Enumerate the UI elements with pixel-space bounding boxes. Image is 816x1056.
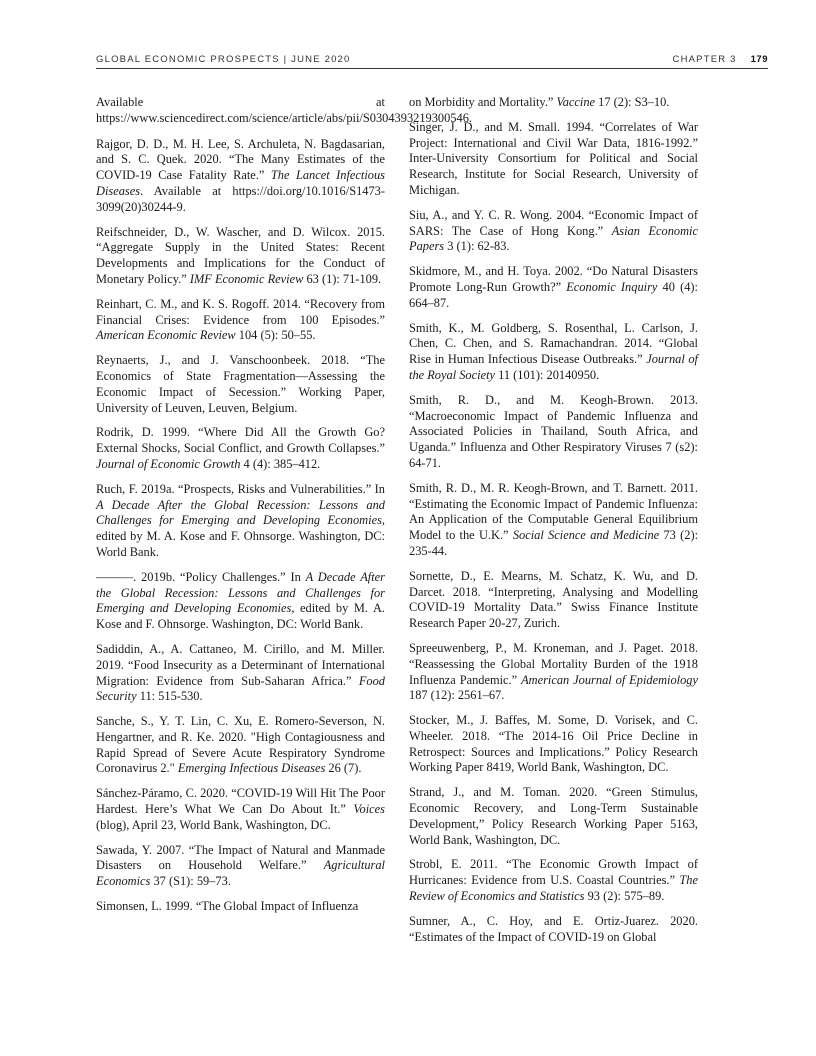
reference-italic-title: Voices [353, 802, 385, 817]
reference-text: 104 (5): 50–55. [235, 328, 316, 343]
chapter-label-group [673, 54, 768, 65]
reference-text: Simonsen, L. 1999. “The Global Impact of Influenza [96, 899, 359, 914]
reference-text: , edited by M. A. Kose and F. Ohnsorge. Washington, DC: World Bank. [96, 513, 385, 559]
reference-italic-title: Vaccine [556, 95, 596, 109]
reference-italic-title: Emerging Infectious Diseases [177, 761, 326, 776]
reference-entry [96, 714, 385, 777]
reference-entry [409, 95, 698, 111]
reference-italic-title: Social Science and Medicine [512, 528, 660, 543]
reference-italic-title: The Review of Economics and Statistics [409, 873, 698, 904]
reference-italic-title: Asian Economic Papers [409, 223, 698, 254]
reference-entry [409, 713, 698, 776]
reference-text: 93 (2): 575–89. [584, 889, 665, 904]
references-right-column [409, 95, 698, 954]
reference-text: 11 (101): 20140950. [495, 367, 600, 382]
page-number: 179 [750, 54, 768, 65]
reference-entry [409, 785, 698, 848]
reference-text: Sanche, S., Y. T. Lin, C. Xu, E. Romero-Severson, N. Hengartner, and R. Ke. 2020. "High Contagiousness and Rapid Spread of Severe Acute Respiratory Syndrome Coronavirus 2." [96, 714, 385, 776]
reference-text: Skidmore, M., and H. Toya. 2002. “Do Natural Disasters Promote Long-Run Growth?” [409, 264, 698, 294]
reference-text: ———. 2019b. “Policy Challenges.” In [96, 569, 306, 584]
reference-text: Singer, J. D., and M. Small. 1994. “Correlates of War Project: International and Civil War Data, 1816-1992.” Inter-University Consortium for Political and Social Research, Institute for Social Research, University of Michigan. [409, 119, 698, 197]
reference-entry [409, 481, 698, 560]
reference-entry [409, 857, 698, 904]
reference-entry [96, 482, 385, 561]
reference-text: Strand, J., and M. Toman. 2020. “Green Stimulus, Economic Recovery, and Long-Term Sustainable Development,” Policy Research Working Paper 5163, World Bank, Washington, DC. [409, 785, 698, 847]
reference-text: Strobl, E. 2011. “The Economic Growth Impact of Hurricanes: Evidence from U.S. Coastal Countries.” [409, 857, 698, 888]
reference-entry [96, 353, 385, 416]
reference-text: Reifschneider, D., W. Wascher, and D. Wilcox. 2015. “Aggregate Supply in the United States: Recent Developments and Implications for the Conduct of Monetary Policy.” [96, 224, 385, 286]
reference-text: Sadiddin, A., A. Cattaneo, M. Cirillo, and M. Miller. 2019. “Food Insecurity as a Determinant of International Migration: Evidence from Sub-Saharan Africa.” [96, 641, 385, 688]
reference-italic-title: American Economic Review [96, 328, 236, 343]
reference-italic-title: Food Security [96, 673, 385, 704]
reference-entry [409, 264, 698, 311]
reference-entry [96, 425, 385, 472]
reference-italic-title: American Journal of Epidemiology [521, 672, 699, 687]
reference-text: Smith, K., M. Goldberg, S. Rosenthal, L. Carlson, J. Chen, C. Chen, and S. Ramachandran. 2014. “Global Rise in Human Infectious Disease Outbreaks.” [409, 320, 698, 367]
reference-entry [409, 569, 698, 632]
reference-italic-title: The Lancet Infectious Diseases [96, 168, 386, 198]
reference-italic-title: Journal of Economic Growth [96, 456, 241, 471]
running-header [96, 52, 768, 69]
reference-italic-title: Journal of the Royal Society [409, 352, 698, 382]
reference-text: Rodrik, D. 1999. “Where Did All the Growth Go? External Shocks, Social Conflict, and Growth Collapses.” [96, 425, 385, 456]
reference-entry [409, 208, 698, 255]
reference-entry [409, 914, 698, 946]
reference-text: Smith, R. D., and M. Keogh-Brown. 2013. “Macroeconomic Impact of Pandemic Influenza and Associated Policies in Thailand, South Africa, and Uganda.” Influenza and Other Respiratory Viruses 7 (s2): 64-71. [409, 392, 698, 470]
reference-text: Sánchez-Páramo, C. 2020. “COVID-19 Will Hit The Poor Hardest. Here’s What We Can Do About It.” [96, 786, 385, 817]
reference-entry [96, 225, 385, 288]
reference-italic-title: A Decade After the Global Recession: Lessons and Challenges for Emerging and Developing Economies [96, 569, 385, 616]
reference-entry [409, 393, 698, 472]
reference-text: Siu, A., and Y. C. R. Wong. 2004. “Economic Impact of SARS: The Case of Hong Kong.” [409, 207, 698, 238]
reference-text: , edited by M. A. Kose and F. Ohnsorge. Washington, DC: World Bank. [96, 601, 385, 632]
reference-entry [96, 95, 472, 127]
reference-entry [96, 137, 385, 216]
reference-entry [96, 786, 385, 833]
reference-italic-title: A Decade After the Global Recession: Lessons and Challenges for Emerging and Developing Economies [96, 497, 385, 528]
reference-text: Sumner, A., C. Hoy, and E. Ortiz-Juarez. 2020. “Estimates of the Impact of COVID-19 on Global [409, 913, 698, 944]
reference-italic-title: Economic Inquiry [566, 279, 658, 294]
reference-text: 26 (7). [325, 761, 362, 776]
reference-text: (blog), April 23, World Bank, Washington, DC. [96, 817, 331, 832]
reference-entry [96, 843, 385, 890]
reference-entry [409, 641, 698, 704]
reference-text: 37 (S1): 59–73. [150, 874, 231, 889]
chapter-label: CHAPTER 3 [672, 54, 737, 65]
reference-text: Smith, R. D., M. R. Keogh-Brown, and T. Barnett. 2011. “Estimating the Economic Impact of Pandemic Influenza: An Application of the Computable General Equilibrium Model to the U.K.” [409, 480, 698, 543]
reference-text: 40 (4): 664–87. [409, 279, 698, 310]
reference-entry [96, 899, 385, 915]
reference-entry [409, 321, 698, 384]
reference-entry [96, 297, 385, 344]
reference-italic-title: Agricultural Economics [96, 858, 385, 889]
reference-entry [409, 120, 698, 199]
reference-text: Sawada, Y. 2007. “The Impact of Natural and Manmade Disasters on Household Welfare.” [96, 842, 385, 873]
reference-text: 63 (1): 71-109. [303, 271, 382, 286]
reference-text: Reinhart, C. M., and K. S. Rogoff. 2014. “Recovery from Financial Crises: Evidence from 100 Episodes.” [96, 296, 385, 327]
reference-text: 11: 515-530. [136, 689, 203, 704]
reference-entry [96, 570, 385, 633]
reference-text: Available at https://www.sciencedirect.com/science/article/abs/pii/S0304393219300546. [96, 95, 472, 125]
reference-text: 17 (2): S3–10. [595, 95, 670, 109]
reference-text: Reynaerts, J., and J. Vanschoonbeek. 2018. “The Economics of State Fragmentation—Assessing the Economic Impact of Secession.” Working Paper, University of Leuven, Leuven, Belgium. [96, 353, 385, 415]
reference-text: . Available at https://doi.org/10.1016/S1473-3099(20)30244-9. [96, 183, 385, 214]
reference-text: 3 (1): 62-83. [444, 239, 510, 254]
reference-text: Stocker, M., J. Baffes, M. Some, D. Vorisek, and C. Wheeler. 2018. “The 2014-16 Oil Price Decline in Retrospect: Sources and Implications.” Policy Research Working Paper 8419, World Bank, Washington, DC. [409, 713, 698, 775]
reference-text: Rajgor, D. D., M. H. Lee, S. Archuleta, N. Bagdasarian, and S. C. Quek. 2020. “The Many Estimates of the COVID-19 Case Fatality Rate.” [96, 136, 385, 183]
running-title: GLOBAL ECONOMIC PROSPECTS | JUNE 2020 [96, 54, 351, 65]
reference-entry [96, 642, 385, 705]
reference-text: 4 (4): 385–412. [240, 456, 321, 471]
reference-text: Spreeuwenberg, P., M. Kroneman, and J. Paget. 2018. “Reassessing the Global Mortality Burden of the 1918 Influenza Pandemic.” [409, 640, 698, 687]
reference-italic-title: IMF Economic Review [189, 271, 304, 286]
reference-text: 187 (12): 2561–67. [409, 688, 505, 703]
reference-text: on Morbidity and Mortality.” [409, 95, 557, 109]
reference-text: Ruch, F. 2019a. “Prospects, Risks and Vulnerabilities.” In [96, 481, 385, 496]
reference-text: 73 (2): 235-44. [409, 528, 699, 558]
reference-text: Sornette, D., E. Mearns, M. Schatz, K. Wu, and D. Darcet. 2018. “Interpreting, Analysing and Modelling COVID-19 Mortality Data.” Swiss Finance Institute Research Paper 20-27, Zurich. [409, 568, 698, 631]
